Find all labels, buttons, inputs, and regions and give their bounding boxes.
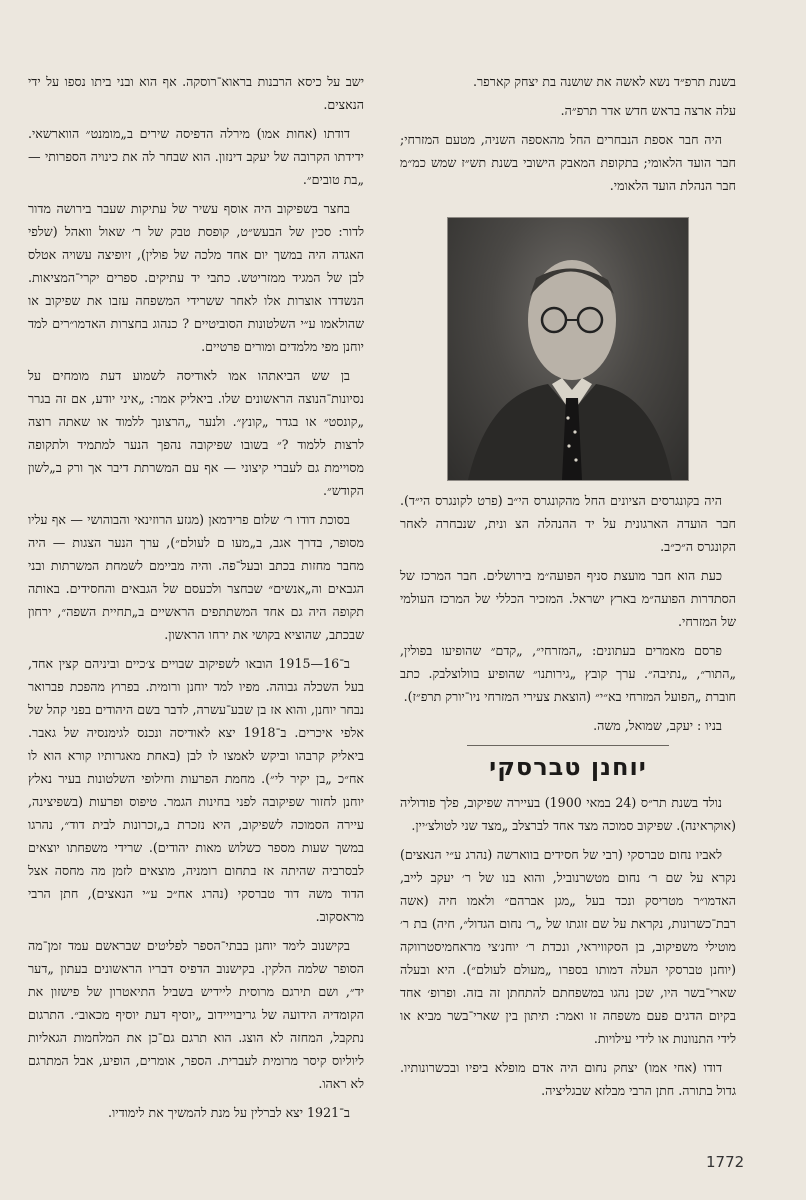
page-number: 1772 <box>706 1153 745 1171</box>
bio-paragraph-3: דודו (אחי אמו) יצחק נחום היה אדם מופלא ביפיו ובכשרונותיו. גדול בתורה. חתן הרבי מבלזא שבגליציה. <box>400 1060 736 1098</box>
left-paragraph-2: דודתו (אחות אמו) מירלה הדפיסה שירים ב„מומנט״ הווארשאי. ידידתו הקרובה של יעקב דינזון. הוא שבחר לה את כינויה הספרותי — „בת טובים״. <box>28 126 364 187</box>
left-column <box>28 70 364 1130</box>
left-paragraph-3: בחצר בשפיקוב היה אוסף עשיר של עתיקות שעבר בירושה מדור לדור: סכין של הבעש״ט, קופסת טבק של ר׳ שאול וואהל (שלפי האגדה היה במשך יום אחד מלכה של פולין), זיופיצה עשויה אטלס לבן של המגיד ממזריטש. כתבי יד עתיקים. ספרים יקרי־המציאות. הנשדדו אוצרות אלו לאחר ששרידי המשפחה עזבו את שפיקוב או שהולאמו ע״י השלטונות הסוביטיים ? כנהוג בחצרות האדמו״רים למד יוחנן מפי מלמדים ומורים פרטיים. <box>28 201 364 354</box>
career-paragraph-1: היה בקונגרסים הציונים החל מהקונגרס הי״ב (פרט לקונגרס הי״ד). חבר הועדה הארגונית על יד ההנהלה הצ ונית, שנבחרה לאחר הקונגרס ה״כ״ב. <box>400 493 736 554</box>
left-paragraph-6: ב־16—1915 הובאו לשפיקוב שבויים צ׳כיים וביניהם קצין אחד, בעל השכלה גבוהה. מפיו למד יוחנן ורומית. בפרוץ מהפכת פברואר נבחר יוחנן, והוא אז בן שבע־עשרה, לדבר בשם היהודים בפני קהל של אלפי איכרים. ב־1918 יצא לאודיסה ונכנס לגימנסיה של גאבר. ביאליק קרבהו וביקש לאמצו לו לבן (באחת מאגרותיו קורא הוא לו אח״כ „בן יקיר לי״). מחמת הפרעות וחילופי השלטונות בעיר נאלץ יוחנן לחזור שפיקובה לפני בחינות הגמר. טיפוס ופרעות (בשפיצינה, עיירה הסמוכה לשפיקוב, היא נזכרת ב„זכרונות לבית דוד״, נהרגו במשך שעות מספר כשלוש מאות יהודים). שרידי משפחתו יוצאים לבסרביה שהיתה אז בתחום רומניה, מוצאים לזמן מה מחסה אצל הדוד משה דוד טברסקי (נהרג אח״כ ע״י הנאצים), חתן הרבי מראסקוב. <box>28 656 364 924</box>
portrait-illustration <box>448 218 688 480</box>
left-paragraph-7: בקישנוב לימד יוחנן בבתי־הספר לפליטים שבראשם עמד זמן־מה הסופר שלמה הלקין. בקישנוב הדפיס דבריו הראשונים בעתון „דער יד״, ושם תירגם מרוסית ליידיש בשביל התיאטרון של פישזון את הקומדיה הידועה של גריבוייידוב „יוסיף דעת יוסיף מכאוב״. התרגום נתקבל, המחזה לא הוצג. הוא תרגם גם־כן את המלחמות הגאליות ליוליוס קיסר מרומית לעברית. הספר, אומרים, הופיע, אבל המתרגם לא ראהו. <box>28 938 364 1091</box>
intro-paragraph-2: עלה ארצה בראש חדש אדר תרפ״ה. <box>560 103 736 118</box>
section-divider <box>467 745 669 746</box>
left-paragraph-4: בן שש הביאתהו אמו לאודיסה לשמוע דעת מומחים על נסיונות־הנוצה הראשונים שלו. ביאליק אמר: „איני יודע, אם זה בגרר „קונסט״ או בגדר „קונץ״. ולנער „הרצונך ללמוד או שאתה רוצה לרצות ללמוד ?״ בשובו שפיקובה נהפך הנער למתמיד ולתקופה מסויימת גם לעברי קיצוני — אף עם המשרתת דיבר אך ורק ב„לשון הקודש״. <box>28 368 364 498</box>
children-line: בניו : יעקב, שמואל, משה. <box>593 718 722 733</box>
bio-paragraph-1: נולד בשנת תר״ס (24 במאי 1900) בעיירה שפיקוב, פלך פודוליה (אוקראינה). שפיקוב סמוכה מצד אחד לברצלב „מצד שני לטולצ׳יין. <box>400 795 736 833</box>
career-paragraph-2: כעת הוא חבר מועצת סניף הפועה״מ בירושלים. חבר המרכז של הסתדרות הפועה״מ בארץ ישראל. המזכיר הכללי של המרכז העולמי של המזרחי. <box>400 568 736 629</box>
right-column <box>400 70 736 1108</box>
section-heading: יוחנן טברסקי <box>489 753 647 781</box>
left-paragraph-8: ב־1921 יצא לברלין על מנת להמשיך את לימודיו. <box>108 1105 350 1120</box>
intro-paragraph-3: היה חבר אספת הנבחרים החל מהאספה השניה, מטעם המזרחי; חבר הועד הלאומי; בתקופת המאבק הישובי בשנת תש״ז שמש כמ״מ חבר הנהלת הועד הלאומי. <box>400 132 736 193</box>
bio-paragraph-2: לאביו נחום טברסקי (רבי של חסידים בווארשה (נהרג ע״י הנאצים) נקרא על שם ר׳ נחום מטשרנוביל, והוא בנו של ר׳ יעקב לייב, האדמו״ר מטריסק ונכד בעל „מגן אברהם״ ולאמו חיה (אשה רבת־כשרונות, נקראת על שם זוגתו של „ר׳ נחום הגדול״, חיה) בת ר׳ מוטילי משפיקוב, בן הסקוויראי, ונכדת ר׳ יוחנ׳צי מראחמיסטרווקה (יוחנן טברסקי העלה דמותו בספרו „מעולם לעולם״). היא ובעלה שארי־בשר היו, שכן נהגו במשפחתם להתחתן זה בזה. ופרופ׳ אחד בקיום הדגים פעם משפחה זו ואמר: תיתון בין שארי־בשר מביא או לידי התנוונות או לידי עילויות. <box>400 847 736 1046</box>
career-paragraph-3: פרסם מאמרים בעתונים: „המזרחי״, „קדם״ שהופיעו בפולין, „התור״, „נתיבה״. ערך קובץ „גירותנו״ שהופיע בוולוצלבק. כתב חוברת „הפועל המזרחי בא״י״ (הוצאת צעירי המזרחי ניו־יורק תרפ״ז). <box>400 643 736 704</box>
left-paragraph-1: ישב על כיסא הרבנות בראוא־רוסקה. אף הוא ובני ביתו נספו על ידי הנאצים. <box>28 74 364 112</box>
portrait-photo-frame <box>447 217 689 481</box>
left-paragraph-5: בסוכת דודו ר׳ שלום פרידמאן (מגזע הרוזינאי והבוהושי — אף עליו מסופר, בדרך אגב, ב„מעו ם לעולם״), ערך הנער הצגות — היה מחבר מחזות בכתב ובעל־פה. והיה מביימם לשמחת המשרתות ובני הגבאים וה„אנשים״ שבחצר ולכעסם של הגבאים והחסידים. באותה תקופה היה גם אחד המשתתפים הראשיים ב„תחיית השפה״, ירחון שבכתב, שהוציא בקושי את ירחו הראשון. <box>28 512 364 642</box>
portrait-photo <box>448 218 688 480</box>
intro-paragraph-1: בשנת תרפ״ד נשא לאשה את שושנה בת יצחק קארפר. <box>472 74 736 89</box>
